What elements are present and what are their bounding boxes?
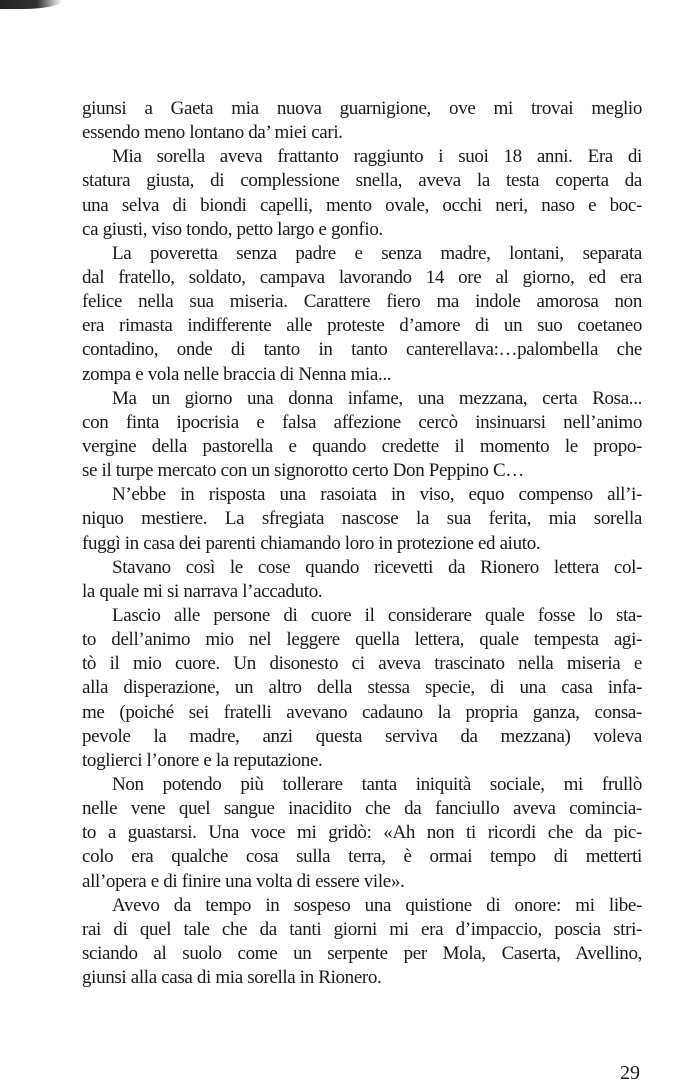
text-line: Avevo da tempo in sospeso una quistione di onore: mi libe- [112,894,642,916]
text-line: statura giusta, di complessione snella, aveva la testa coperta da [82,170,642,192]
text-line: niquo mestiere. La sfregiata nascose la sua ferita, mia sorella [82,508,642,530]
paragraph [82,387,642,484]
text-line: toglierci l’onore e la reputazione. [82,749,323,771]
text-line: Ma un giorno una donna infame, una mezzana, certa Rosa... [112,387,642,409]
paragraph [82,145,642,242]
paragraph [82,556,642,604]
text-line: giunsi alla casa di mia sorella in Rionero. [82,967,382,989]
text-line: me (poiché sei fratelli avevano cadauno la propria ganza, consa- [82,701,642,723]
text-line: vergine della pastorella e quando credette il momento le propo- [82,435,642,457]
text-line: all’opera e di finire una volta di essere vile». [82,870,405,892]
text-line: dal fratello, soldato, campava lavorando 14 ore al giorno, ed era [82,266,642,288]
text-line: N’ebbe in risposta una rasoiata in viso, equo compenso all’i- [112,484,642,506]
text-line: rai di quel tale che da tanti giorni mi era d’impaccio, poscia stri- [82,918,642,940]
text-line: Lascio alle persone di cuore il considerare quale fosse lo sta- [112,604,642,626]
text-line: pevole la madre, anzi questa serviva da mezzana) voleva [82,725,642,747]
paragraph [82,604,642,773]
text-line: colo era qualche cosa sulla terra, è ormai tempo di metterti [82,846,642,868]
scan-smudge [0,0,62,9]
text-line: to dell’animo mio nel leggere quella lettera, quale tempesta agi- [82,629,642,651]
text-line: fuggì in casa dei parenti chiamando loro in protezione ed aiuto. [82,532,541,554]
page-number: 29 [620,1062,640,1084]
text-line: tò il mio cuore. Un disonesto ci aveva trascinato nella miseria e [82,653,642,675]
text-line: La poveretta senza padre e senza madre, lontani, separata [112,242,642,264]
text-line: nelle vene quel sangue inacidito che da fanciullo aveva comincia- [82,798,642,820]
text-line: con finta ipocrisia e falsa affezione cercò insinuarsi nell’animo [82,411,642,433]
text-line: to a guastarsi. Una voce mi gridò: «Ah non ti ricordi che da pic- [82,822,642,844]
body-text [82,97,642,990]
text-line: era rimasta indifferente alle proteste d’amore di un suo coetaneo [82,315,642,337]
text-line: Non potendo più tollerare tanta iniquità sociale, mi frullò [112,773,642,795]
paragraph [82,242,642,387]
text-line: sciando al suolo come un serpente per Mola, Caserta, Avellino, [82,942,642,964]
text-line: una selva di biondi capelli, mento ovale, occhi neri, naso e boc- [82,194,642,216]
text-line: contadino, onde di tanto in tanto canterellava:…palombella che [82,339,642,361]
text-line: giunsi a Gaeta mia nuova guarnigione, ove mi trovai meglio [82,98,642,119]
text-line: essendo meno lontano da’ miei cari. [82,122,343,144]
paragraph [82,97,642,145]
text-line: la quale mi si narrava l’accaduto. [82,580,323,602]
text-line: se il turpe mercato con un signorotto certo Don Peppino C… [82,460,524,482]
paragraph [82,483,642,555]
text-line: Stavano così le cose quando ricevetti da Rionero lettera col- [112,556,642,578]
text-line: felice nella sua miseria. Carattere fiero ma indole amorosa non [82,291,642,313]
text-line: ca giusti, viso tondo, petto largo e gonfio. [82,218,383,240]
text-line: zompa e vola nelle braccia di Nenna mia... [82,363,392,385]
paragraph [82,773,642,894]
paragraph [82,894,642,991]
text-line: Mia sorella aveva frattanto raggiunto i suoi 18 anni. Era di [112,146,642,168]
text-line: alla disperazione, un altro della stessa specie, di una casa infa- [82,677,642,699]
